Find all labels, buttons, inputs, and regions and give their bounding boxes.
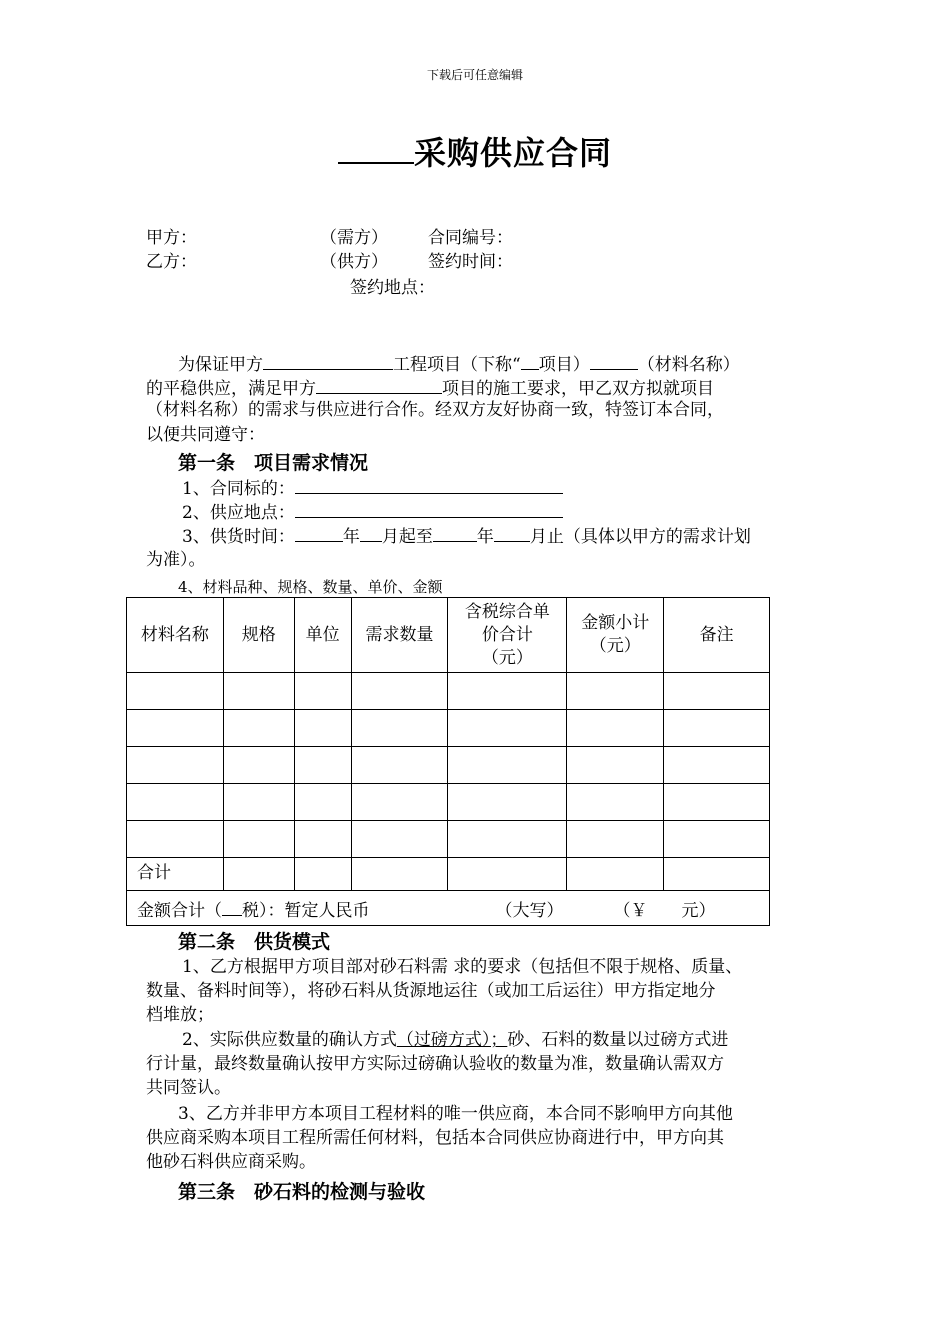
sign-place-label: 签约地点：	[350, 278, 435, 298]
col-subtotal: 金额小计 （元）	[567, 598, 664, 673]
supply-location-field: 2、供应地点：	[182, 498, 563, 525]
art2-p3-line1: 3、乙方并非甲方本项目工程材料的唯一供应商，本合同不影响甲方向其他	[178, 1104, 733, 1124]
col-remark: 备注	[664, 598, 770, 673]
article-2-title: 第二条 供货模式	[178, 931, 331, 953]
col-spec: 规格	[223, 598, 294, 673]
intro-line-1: 为保证甲方 工程项目（下称“ 项目） （材料名称）	[178, 350, 740, 377]
col-unit-price: 含税综合单 价合计 （元）	[448, 598, 567, 673]
contract-no-label: 合同编号：	[428, 228, 513, 248]
party-b-label: 乙方：	[146, 252, 197, 272]
intro-line-2: 的平稳供应，满足甲方 项目的施工要求，甲乙双方拟就项目	[146, 374, 714, 401]
art2-p2-line2: 行计量，最终数量确认按甲方实际过磅确认验收的数量为准，数量确认需双方	[146, 1054, 724, 1074]
materials-table	[126, 597, 770, 926]
supply-time-field: 3、供货时间： 年 月起至 年 月止（具体以甲方的需求计划	[182, 522, 751, 549]
table-row	[127, 821, 770, 858]
article-3-title: 第三条 砂石料的检测与验收	[178, 1181, 426, 1203]
art2-p3-line2: 供应商采购本项目工程所需任何材料，包括本合同供应协商进行中，甲方向其	[146, 1128, 724, 1148]
contract-subject-field: 1、合同标的：	[182, 474, 563, 501]
title-blank	[338, 132, 414, 164]
intro-line-3: （材料名称）的需求与供应进行合作。经双方友好协商一致，特签订本合同，	[146, 400, 724, 420]
header-note: 下载后可任意编辑	[426, 68, 523, 82]
col-material-name: 材料名称	[127, 598, 224, 673]
sum-label: 合计	[127, 858, 224, 891]
supply-time-note: 为准）。	[146, 550, 206, 570]
table-header-row	[127, 598, 770, 673]
title-text: 采购供应合同	[413, 134, 612, 172]
party-a-role: （需方）	[320, 228, 388, 248]
party-b-role: （供方）	[320, 252, 388, 272]
art2-p3-line3: 他砂石料供应商采购。	[146, 1152, 316, 1172]
art2-p2-line1: 2、实际供应数量的确认方式（过磅方式）；砂、石料的数量以过磅方式进	[182, 1030, 729, 1050]
page-title	[0, 128, 950, 174]
table-total-row	[127, 891, 770, 926]
materials-caption: 4、材料品种、规格、数量、单价、金额	[178, 578, 443, 596]
art2-p1-line1: 1、乙方根据甲方项目部对砂石料需 求的要求（包括但不限于规格、质量、	[182, 957, 743, 977]
col-unit: 单位	[294, 598, 351, 673]
art2-p1-line3: 档堆放；	[146, 1005, 214, 1025]
intro-line-4: 以便共同遵守：	[146, 425, 265, 445]
table-row	[127, 710, 770, 747]
amount-total-cell: 金额合计（ 税）：暂定人民币 （大写） （￥ 元）	[127, 891, 770, 926]
table-row	[127, 673, 770, 710]
table-sum-row	[127, 858, 770, 891]
art2-p1-line2: 数量、备料时间等），将砂石料从货源地运往（或加工后运往）甲方指定地分	[146, 981, 716, 1001]
art2-p2-line3: 共同签认。	[146, 1078, 231, 1098]
table-row	[127, 747, 770, 784]
article-1-title: 第一条 项目需求情况	[178, 452, 369, 474]
party-a-label: 甲方：	[146, 228, 197, 248]
table-row	[127, 784, 770, 821]
col-quantity: 需求数量	[351, 598, 448, 673]
sign-time-label: 签约时间：	[428, 252, 513, 272]
